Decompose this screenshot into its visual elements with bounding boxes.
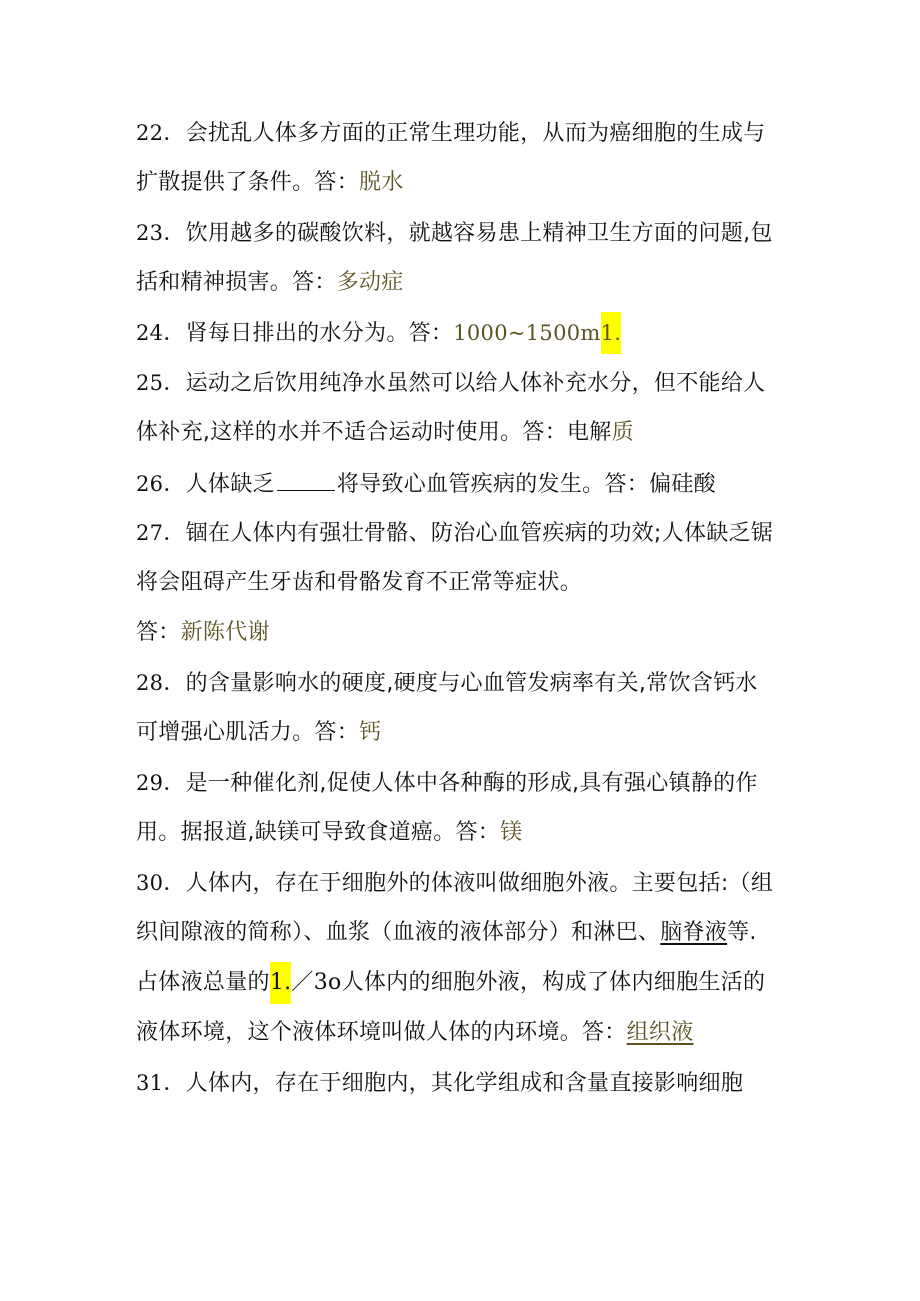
- question-25-line-2: [136, 418, 634, 448]
- question-number: 23: [136, 221, 164, 245]
- question-number: 24: [136, 321, 164, 345]
- question-28-line-1: [136, 668, 758, 698]
- question-text: 占体液总量的: [136, 970, 270, 995]
- question-22-line-1: [136, 118, 765, 148]
- question-23-line-1: [136, 218, 773, 248]
- question-30-line-2: [136, 918, 757, 948]
- highlighted-text: 1.: [601, 312, 622, 354]
- answer-text: 多动症: [336, 270, 404, 295]
- question-number: 27: [136, 521, 164, 545]
- fill-blank: [277, 468, 335, 491]
- answer-text: 脱水: [359, 170, 404, 195]
- question-text: 等.: [727, 920, 757, 945]
- question-text: ．饮用越多的碳酸饮料，就越容易患上精神卫生方面的问题,包: [163, 221, 773, 246]
- question-text: ．人体内，存在于细胞外的体液叫做细胞外液。主要包括:（组: [163, 871, 774, 896]
- question-28-line-2: [136, 718, 381, 748]
- question-number: 31: [136, 1071, 164, 1095]
- question-number: 28: [136, 671, 164, 695]
- question-27-line-3: [136, 618, 270, 648]
- answer-text: 钙: [359, 720, 382, 745]
- question-31-line-1: [136, 1068, 743, 1098]
- question-29-line-1: [136, 768, 758, 798]
- answer-text: 质: [611, 420, 634, 445]
- question-text: 将会阻碍产生牙齿和骨骼发育不正常等症状。: [136, 570, 583, 595]
- question-number: 26: [136, 472, 164, 496]
- question-text: ．锢在人体内有强壮骨骼、防治心血管疾病的功效;人体缺乏锯: [163, 521, 774, 546]
- question-text: 答：: [136, 620, 181, 645]
- question-text: 可增强心肌活力。答：: [136, 720, 360, 745]
- answer-text: 新陈代谢: [180, 620, 270, 645]
- question-text: ．的含量影响水的硬度,硬度与心血管发病率有关,常饮含钙水: [163, 671, 758, 696]
- question-text: 织间隙液的简称）、血浆（血液的液体部分）和淋巴、: [136, 920, 661, 945]
- question-24-line-1: [136, 318, 621, 348]
- question-text: 将导致心血管疾病的发生。答：偏硅酸: [336, 472, 716, 497]
- fraction-text: ／3o: [291, 970, 342, 995]
- underlined-term: 脑脊液: [660, 920, 728, 945]
- question-number: 22: [136, 121, 164, 145]
- question-23-line-2: [136, 268, 404, 298]
- question-text: 人体内的细胞外液，构成了体内细胞生活的: [341, 970, 766, 995]
- question-text: 液体环境，这个液体环境叫做人体的内环境。答：: [136, 1020, 627, 1045]
- question-27-line-2: [136, 568, 582, 598]
- question-29-line-2: [136, 818, 522, 848]
- question-22-line-2: [136, 168, 404, 198]
- question-text: 用。据报道,缺镁可导致食道癌。答：: [136, 820, 501, 845]
- question-text: ．运动之后饮用纯净水虽然可以给人体补充水分，但不能给人: [163, 371, 766, 396]
- question-text: 扩散提供了条件。答：: [136, 170, 360, 195]
- question-number: 25: [136, 371, 164, 395]
- question-text: ．人体缺乏: [163, 472, 275, 497]
- question-number: 30: [136, 871, 164, 895]
- question-27-line-1: [136, 518, 773, 548]
- question-number: 29: [136, 771, 164, 795]
- question-25-line-1: [136, 368, 765, 398]
- question-text: ．会扰乱人体多方面的正常生理功能，从而为癌细胞的生成与: [163, 121, 766, 146]
- question-30-line-4: [136, 1018, 694, 1048]
- question-text: ．是一种催化剂,促使人体中各种酶的形成,具有强心镇静的作: [163, 771, 758, 796]
- question-30-line-1: [136, 868, 773, 898]
- answer-text: 组织液: [626, 1020, 694, 1045]
- question-text: ．人体内，存在于细胞内，其化学组成和含量直接影响细胞: [163, 1071, 744, 1096]
- answer-text: 镁: [500, 820, 523, 845]
- question-text: 括和精神损害。答：: [136, 270, 337, 295]
- highlighted-text: 1.: [270, 962, 292, 1004]
- answer-text: 1000~1500m: [453, 321, 601, 345]
- question-text: 体补充,这样的水并不适合运动时使用。答：电解: [136, 420, 612, 445]
- question-30-line-3: [136, 968, 765, 998]
- question-26-line-1: [136, 468, 716, 498]
- question-text: ．肾每日排出的水分为。答：: [163, 321, 454, 346]
